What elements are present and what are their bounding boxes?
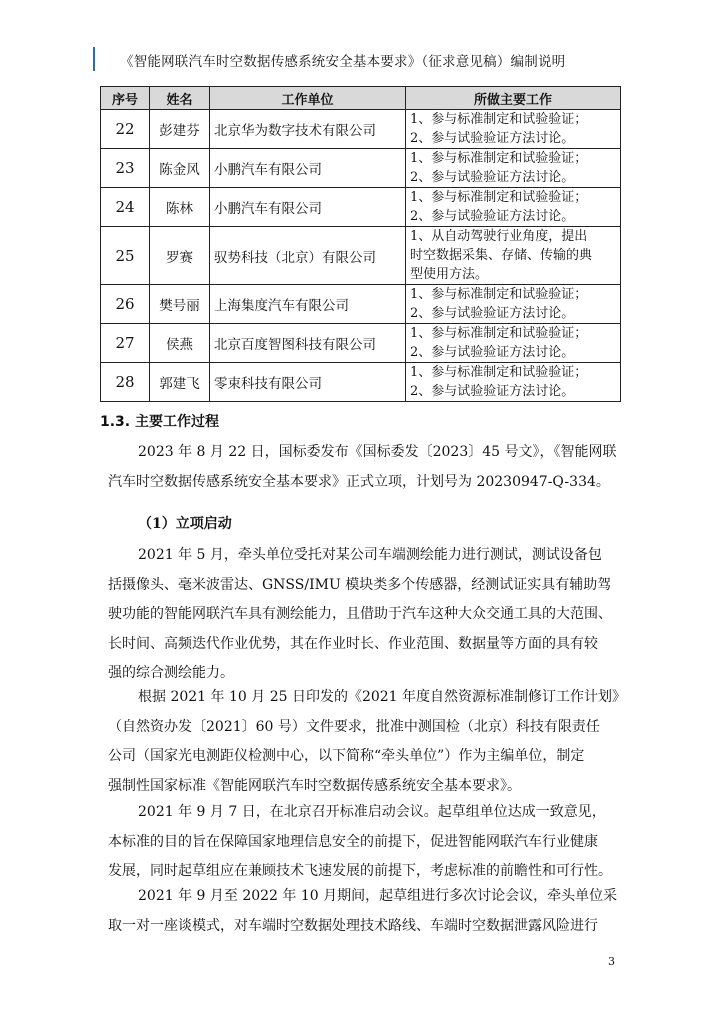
paragraph-plan-basis — [108, 683, 627, 801]
page-number: 3 — [608, 955, 615, 968]
work-line: 1、从自动驾驶行业角度，提出 — [410, 229, 588, 244]
paragraph-line: 2021 年 9 月 7 日，在北京召开标准启动会议。起草组单位达成一致意见， — [138, 804, 606, 820]
work-line: 2、参与试验验证方法讨论。 — [410, 384, 575, 399]
table-row — [101, 110, 621, 149]
work-line: 2、参与试验验证方法讨论。 — [410, 170, 575, 185]
cell-unit: 上海集度汽车有限公司 — [210, 285, 406, 324]
cell-work — [406, 188, 621, 227]
paragraph-line: 括摄像头、毫米波雷达、GNSS/IMU 模块类多个传感器，经测试证实具有辅助驾 — [108, 576, 612, 593]
paragraph-line: 本标准的目的旨在保障国家地理信息安全的前提下，促进智能网联汽车行业健康 — [108, 833, 598, 850]
cell-unit: 小鹏汽车有限公司 — [210, 188, 406, 227]
paragraph-line: 根据 2021 年 10 月 25 日印发的《2021 年度自然资源标准制修订工作计划》 — [138, 689, 627, 705]
table-row — [101, 363, 621, 402]
cell-work — [406, 363, 621, 402]
cell-name: 侯燕 — [150, 324, 210, 363]
cell-unit: 小鹏汽车有限公司 — [210, 149, 406, 188]
work-line: 2、参与试验验证方法讨论。 — [410, 209, 575, 224]
paragraph-project-start — [108, 541, 623, 689]
table-header-row — [101, 87, 621, 110]
header-accent-bar — [93, 47, 95, 71]
work-line: 型使用方法。 — [410, 267, 489, 282]
subsection-heading: （1）立项启动 — [138, 516, 232, 532]
cell-no: 23 — [101, 149, 150, 188]
column-header-no: 序号 — [101, 87, 150, 110]
table-row — [101, 149, 621, 188]
work-line: 1、参与标准制定和试验验证； — [410, 326, 588, 341]
paragraph-line: 强的综合测绘能力。 — [108, 665, 234, 681]
cell-no: 24 — [101, 188, 150, 227]
cell-name: 陈林 — [150, 188, 210, 227]
work-line: 时空数据采集、存储、传输的典 — [410, 248, 593, 263]
work-line: 2、参与试验验证方法讨论。 — [410, 345, 575, 360]
paragraph-line: 取一对一座谈模式，对车端时空数据处理技术路线、车端时空数据泄露风险进行 — [108, 917, 598, 934]
work-line: 1、参与标准制定和试验验证； — [410, 112, 588, 127]
page-header-title: 《智能网联汽车时空数据传感系统安全基本要求》（征求意见稿）编制说明 — [120, 54, 566, 70]
paragraph-line: 2021 年 9 月至 2022 年 10 月期间，起草组进行多次讨论会议，牵头单位采 — [138, 888, 618, 904]
work-line: 1、参与标准制定和试验验证； — [410, 365, 588, 380]
cell-work — [406, 324, 621, 363]
cell-no: 25 — [101, 227, 150, 285]
paragraph-line: 强制性国家标准《智能网联汽车时空数据传感系统安全基本要求》。 — [108, 777, 521, 794]
cell-no: 26 — [101, 285, 150, 324]
cell-unit: 驭势科技（北京）有限公司 — [210, 227, 406, 285]
table-row — [101, 188, 621, 227]
section-heading: 1.3. 主要工作过程 — [100, 414, 219, 430]
table-row — [101, 324, 621, 363]
work-line: 2、参与试验验证方法讨论。 — [410, 306, 575, 321]
cell-work — [406, 227, 621, 285]
paragraph-line: （自然资办发〔2021〕60 号）文件要求，批准中测国检（北京）科技有限责任 — [108, 718, 600, 735]
cell-name: 樊号丽 — [150, 285, 210, 324]
paragraph-line: 2021 年 5 月，牵头单位受托对某公司车端测绘能力进行测试，测试设备包 — [138, 547, 602, 563]
cell-name: 郭建飞 — [150, 363, 210, 402]
drafting-members-table — [100, 86, 621, 402]
cell-name: 彭建芬 — [150, 110, 210, 149]
cell-work — [406, 149, 621, 188]
paragraph-kickoff-meeting — [108, 798, 623, 887]
cell-name: 罗赛 — [150, 227, 210, 285]
cell-work — [406, 110, 621, 149]
paragraph-discussions — [108, 882, 623, 941]
paragraph-line: 汽车时空数据传感系统安全基本要求》正式立项，计划号为 20230947-Q-334。 — [108, 473, 610, 490]
cell-unit: 零束科技有限公司 — [210, 363, 406, 402]
work-line: 1、参与标准制定和试验验证； — [410, 190, 588, 205]
cell-unit: 北京华为数字技术有限公司 — [210, 110, 406, 149]
table-row — [101, 227, 621, 285]
paragraph-line: 驶功能的智能网联汽车具有测绘能力，且借助于汽车这种大众交通工具的大范围、 — [108, 606, 612, 622]
cell-no: 22 — [101, 110, 150, 149]
paragraph-line: 发展，同时起草组应在兼顾技术飞速发展的前提下，考虑标准的前瞻性和可行性。 — [108, 863, 612, 879]
cell-work — [406, 285, 621, 324]
cell-no: 27 — [101, 324, 150, 363]
paragraph-line: 公司（国家光电测距仪检测中心，以下简称“牵头单位”）作为主编单位，制定 — [108, 748, 585, 764]
cell-no: 28 — [101, 363, 150, 402]
column-header-unit: 工作单位 — [210, 87, 406, 110]
work-line: 1、参与标准制定和试验验证； — [410, 151, 588, 166]
column-header-name: 姓名 — [150, 87, 210, 110]
work-line: 1、参与标准制定和试验验证； — [410, 287, 588, 302]
intro-paragraph — [108, 438, 623, 497]
work-line: 2、参与试验验证方法讨论。 — [410, 131, 575, 146]
paragraph-line: 长时间、高频迭代作业优势，其在作业时长、作业范围、数据量等方面的具有较 — [108, 635, 598, 652]
table-row — [101, 285, 621, 324]
paragraph-line: 2023 年 8 月 22 日，国标委发布《国标委发〔2023〕45 号文》，《智能网联 — [138, 444, 617, 460]
cell-unit: 北京百度智图科技有限公司 — [210, 324, 406, 363]
column-header-work: 所做主要工作 — [406, 87, 621, 110]
cell-name: 陈金风 — [150, 149, 210, 188]
